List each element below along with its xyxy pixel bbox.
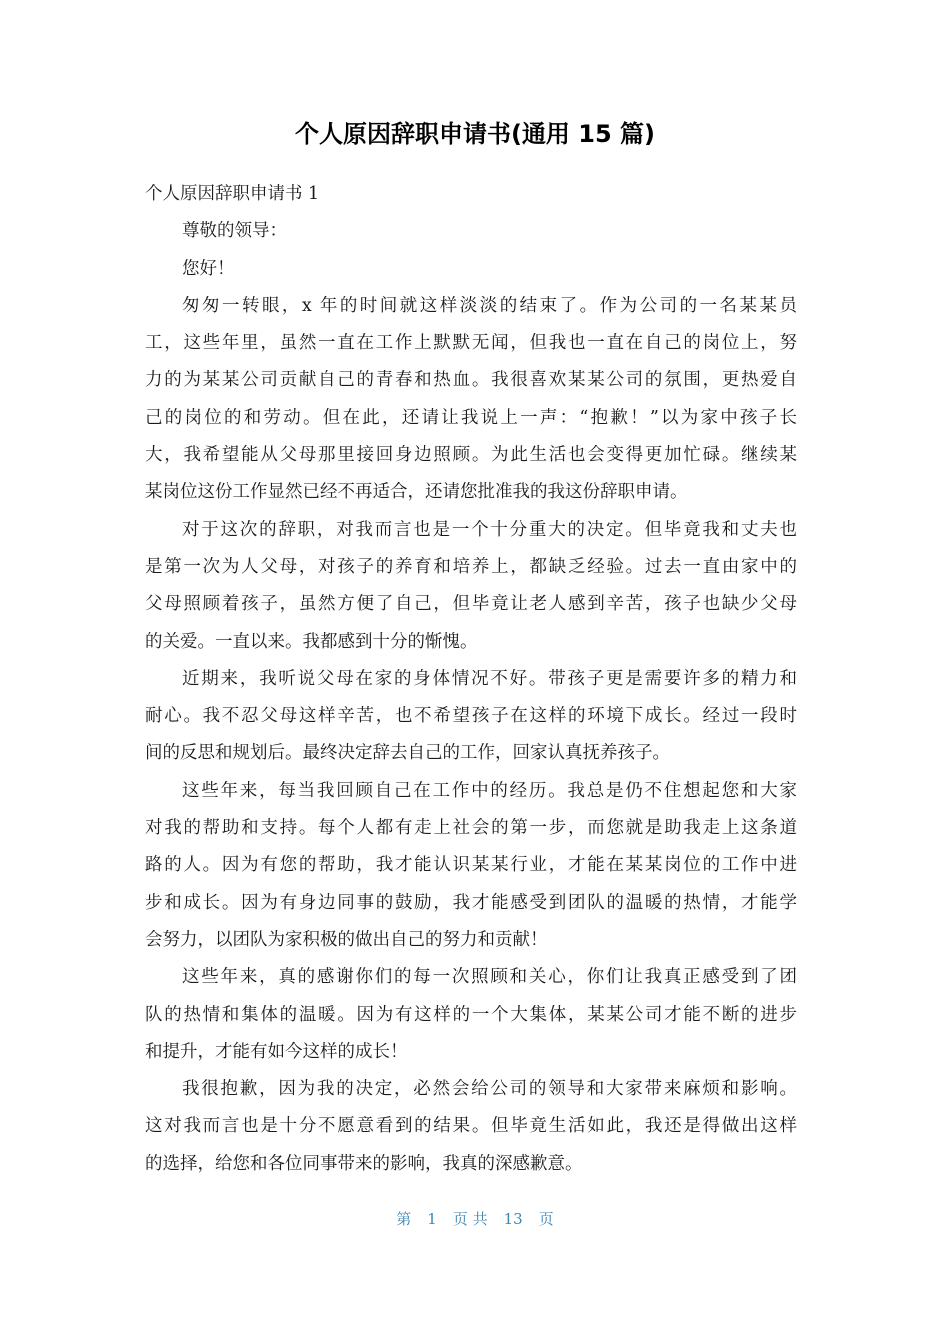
paragraph-line: 力的为某某公司贡献自己的青春和热血。我很喜欢某某公司的氛围，更热爱自 — [145, 370, 797, 391]
paragraph — [145, 512, 797, 661]
paragraph — [145, 661, 797, 773]
footer-total-pages: 13 — [503, 1210, 523, 1228]
paragraph-line: 步和成长。因为有身边同事的鼓励，我才能感受到团队的温暖的热情，才能学 — [145, 892, 797, 913]
paragraph-line: 某岗位这份工作显然已经不再适合，还请您批准我的我这份辞职申请。 — [145, 482, 688, 503]
paragraph-line: 大，我希望能从父母那里接回身边照顾。为此生活也会变得更加忙碌。继续某 — [145, 445, 797, 466]
footer-suffix: 页 — [538, 1210, 554, 1228]
paragraph-line: 是第一次为人父母，对孩子的养育和培养上，都缺乏经验。过去一直由家中的 — [145, 556, 797, 577]
paragraph-line: 这些年来，真的感谢你们的每一次照顾和关心，你们让我真正感受到了团 — [182, 967, 797, 988]
document-body — [145, 176, 797, 1183]
footer-current-page: 1 — [427, 1210, 437, 1228]
paragraph-line: 近期来，我听说父母在家的身体情况不好。带孩子更是需要许多的精力和 — [182, 668, 797, 689]
paragraph-line: 工，这些年里，虽然一直在工作上默默无闻，但我也一直在自己的岗位上，努 — [145, 333, 797, 354]
paragraph-line: 路的人。因为有您的帮助，我才能认识某某行业，才能在某某岗位的工作中进 — [145, 855, 797, 876]
paragraph-line: 对于这次的辞职，对我而言也是一个十分重大的决定。但毕竟我和丈夫也 — [182, 519, 797, 540]
greeting: 您好！ — [182, 258, 235, 279]
paragraph-line: 我很抱歉，因为我的决定，必然会给公司的领导和大家带来麻烦和影响。 — [182, 1079, 797, 1100]
paragraph — [145, 288, 797, 512]
paragraph-line: 耐心。我不忍父母这样辛苦，也不希望孩子在这样的环境下成长。经过一段时 — [145, 706, 797, 727]
paragraph-line: 对我的帮助和支持。每个人都有走上社会的第一步，而您就是助我走上这条道 — [145, 818, 797, 839]
paragraph-line: 的选择，给您和各位同事带来的影响，我真的深感歉意。 — [145, 1153, 583, 1174]
paragraphs-container — [145, 288, 797, 1183]
footer-prefix: 第 — [396, 1210, 412, 1228]
paragraph-line: 匆匆一转眼，x 年的时间就这样淡淡的结束了。作为公司的一名某某员 — [182, 295, 797, 316]
page-footer — [0, 1208, 950, 1229]
paragraph-line: 间的反思和规划后。最终决定辞去自己的工作，回家认真抚养孩子。 — [145, 743, 670, 764]
paragraph — [145, 959, 797, 1071]
paragraph — [145, 1071, 797, 1183]
paragraph-line: 队的热情和集体的温暖。因为有这样的一个大集体，某某公司才能不断的进步 — [145, 1004, 797, 1025]
footer-middle: 页 共 — [452, 1210, 488, 1228]
section-heading: 个人原因辞职申请书 1 — [145, 184, 320, 204]
page-title: 个人原因辞职申请书(通用 15 篇) — [294, 120, 656, 148]
paragraph-line: 和提升，才能有如今这样的成长！ — [145, 1041, 408, 1062]
salutation: 尊敬的领导： — [182, 221, 287, 242]
paragraph-line: 这对我而言也是十分不愿意看到的结果。但毕竟生活如此，我还是得做出这样 — [145, 1116, 797, 1137]
paragraph-line: 父母照顾着孩子，虽然方便了自己，但毕竟让老人感到辛苦，孩子也缺少父母 — [145, 594, 797, 615]
paragraph-line: 的关爱。一直以来。我都感到十分的惭愧。 — [145, 631, 478, 652]
paragraph-line: 己的岗位的和劳动。但在此，还请让我说上一声：“抱歉！”以为家中孩子长 — [145, 407, 797, 428]
paragraph-line: 这些年来，每当我回顾自己在工作中的经历。我总是仍不住想起您和大家 — [182, 780, 797, 801]
paragraph-line: 会努力，以团队为家积极的做出自己的努力和贡献！ — [145, 929, 548, 950]
paragraph — [145, 773, 797, 959]
